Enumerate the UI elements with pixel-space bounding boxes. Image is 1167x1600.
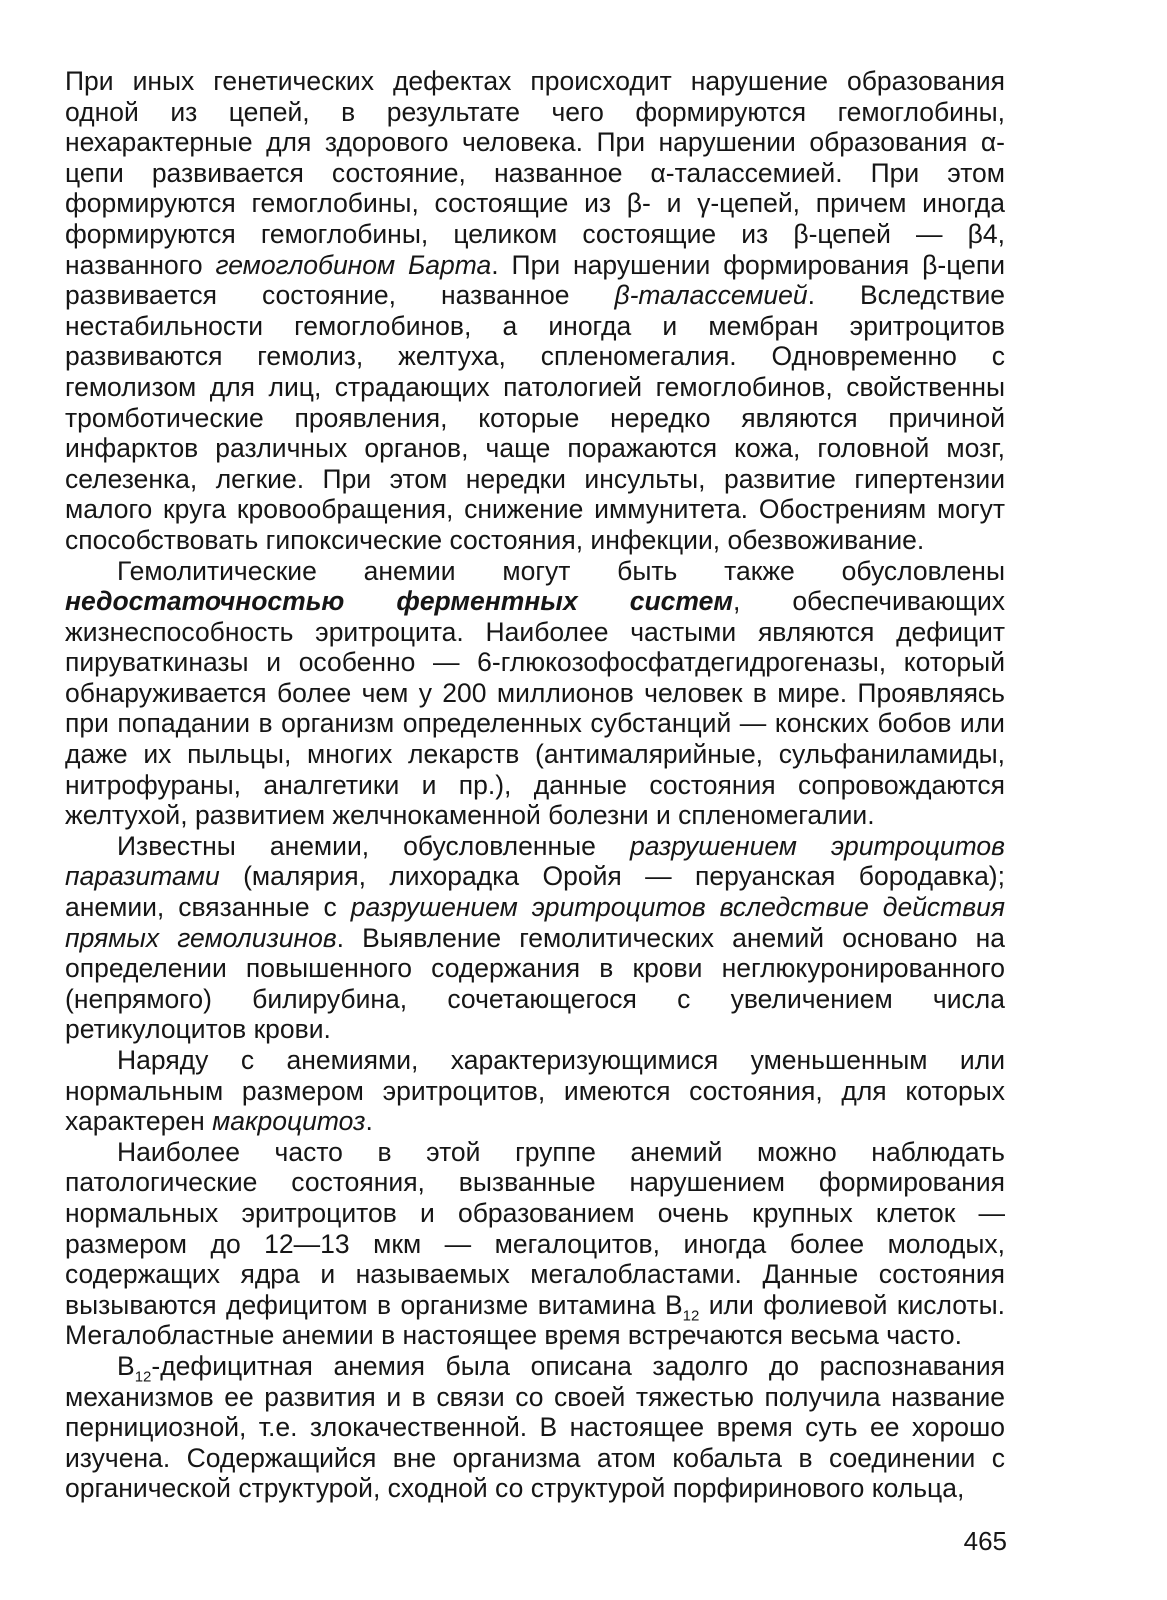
text-span: B: [117, 1350, 135, 1381]
italic-term-beta-thalassemia: β-талассемией: [614, 280, 808, 311]
italic-term-parasites: разрушением эритроцитов паразитами: [65, 830, 1005, 892]
text-span: -дефицитная анемия была описана задолго до распознавания механизмов ее развития и в связи со своей тяжестью получила название пернициозной, т.е. злокачественной. В настоящее время суть ее хорошо изучена. Содержащийся вне организма атом кобальта в соединении с органической структурой, сходной со структурой порфиринового кольца,: [65, 1350, 1005, 1504]
page-number: 465: [963, 1526, 1007, 1556]
text-span: . Выявление гемолитических анемий основано на определении повышенного содержания в крови неглюкуронированного (непрямого) билирубина, сочетающегося с увеличением числа ретикулоцитов крови.: [65, 922, 1005, 1045]
paragraph-enzyme-deficiency: [65, 556, 1005, 831]
paragraph-b12-anemia: [65, 1351, 1005, 1504]
bold-italic-term-enzyme-insufficiency: недостаточностью ферментных систем: [65, 586, 733, 617]
paragraph-parasites: [65, 831, 1005, 1045]
text-span: Известны анемии, обусловленные: [117, 830, 630, 861]
text-span: или фолиевой кислоты. Мегалобластные анемии в настоящее время встречаются весьма часто.: [65, 1289, 1005, 1351]
italic-term-bart-hemoglobin: гемоглобином Барта: [215, 249, 492, 280]
italic-term-hemolysins: разрушением эритроцитов вследствие действия прямых гемолизинов: [65, 892, 1005, 953]
text-span: , обеспечивающих жизнеспособность эритроцита. Наиболее частыми являются дефицит пируваткиназы и особенно — 6-глюкозофосфатдегидрогеназы, который обнаруживается более чем у 200 миллионов человек в мире. Проявляясь при попадании в организм определенных субстанций — конских бобов или даже их пыльцы, многих лекарств (антималярийные, сульфаниламиды, нитрофураны, аналгетики и пр.), данные состояния сопровождаются желтухой, развитием желчнокаменной болезни и спленомегалии.: [65, 586, 1005, 831]
subscript: 12: [682, 1307, 700, 1325]
text-span: .: [365, 1106, 373, 1137]
text-span: . Вследствие нестабильности гемоглобинов, а иногда и мембран эритроцитов развиваются гемолиз, желтуха, спленомегалия. Одновременно с гемолизом для лиц, страдающих патологией гемоглобинов, свойственны тромботические проявления, которые нередко являются причиной инфарктов различных органов, чаще поражаются кожа, головной мозг, селезенка, легкие. При этом нередки инсульты, развитие гипертензии малого круга кровообращения, снижение иммунитета. Обострениям могут способствовать гипоксические состояния, инфекции, обезвоживание.: [65, 280, 1005, 555]
text-span: (малярия, лихорадка Оройя — перуанская бородавка); анемии, связанные с: [65, 861, 1005, 923]
page-text: [65, 66, 1005, 1504]
text-span: При иных генетических дефектах происходит нарушение образования одной из цепей, в результате чего формируются гемоглобины, нехарактерные для здорового человека. При нарушении образования α-цепи развивается состояние, названное α-талассемией. При этом формируются гемоглобины, состоящие из β- и γ-цепей, причем иногда формируются гемоглобины, целиком состоящие из β-цепей — β4, названного: [65, 66, 1005, 280]
text-span: Гемолитические анемии могут быть также обусловлены: [117, 555, 1005, 586]
subscript: 12: [134, 1368, 152, 1386]
italic-term-macrocytosis: макроцитоз: [212, 1106, 366, 1137]
paragraph-macrocytosis: [65, 1045, 1005, 1137]
paragraph-thalassemia: [65, 66, 1005, 556]
text-span: . При нарушении формирования β-цепи развивается состояние, названное: [65, 249, 1006, 311]
paragraph-megaloblasts: [65, 1137, 1005, 1351]
text-span: Наряду с анемиями, характеризующимися уменьшенным или нормальным размером эритроцитов, имеются состояния, для которых характерен: [65, 1045, 1005, 1137]
text-span: Наиболее часто в этой группе анемий можно наблюдать патологические состояния, вызванные нарушением формирования нормальных эритроцитов и образованием очень крупных клеток — размером до 12—13 мкм — мегалоцитов, иногда более молодых, содержащих ядра и называемых мегалобластами. Данные состояния вызываются дефицитом в организме витамина B: [65, 1136, 1005, 1320]
